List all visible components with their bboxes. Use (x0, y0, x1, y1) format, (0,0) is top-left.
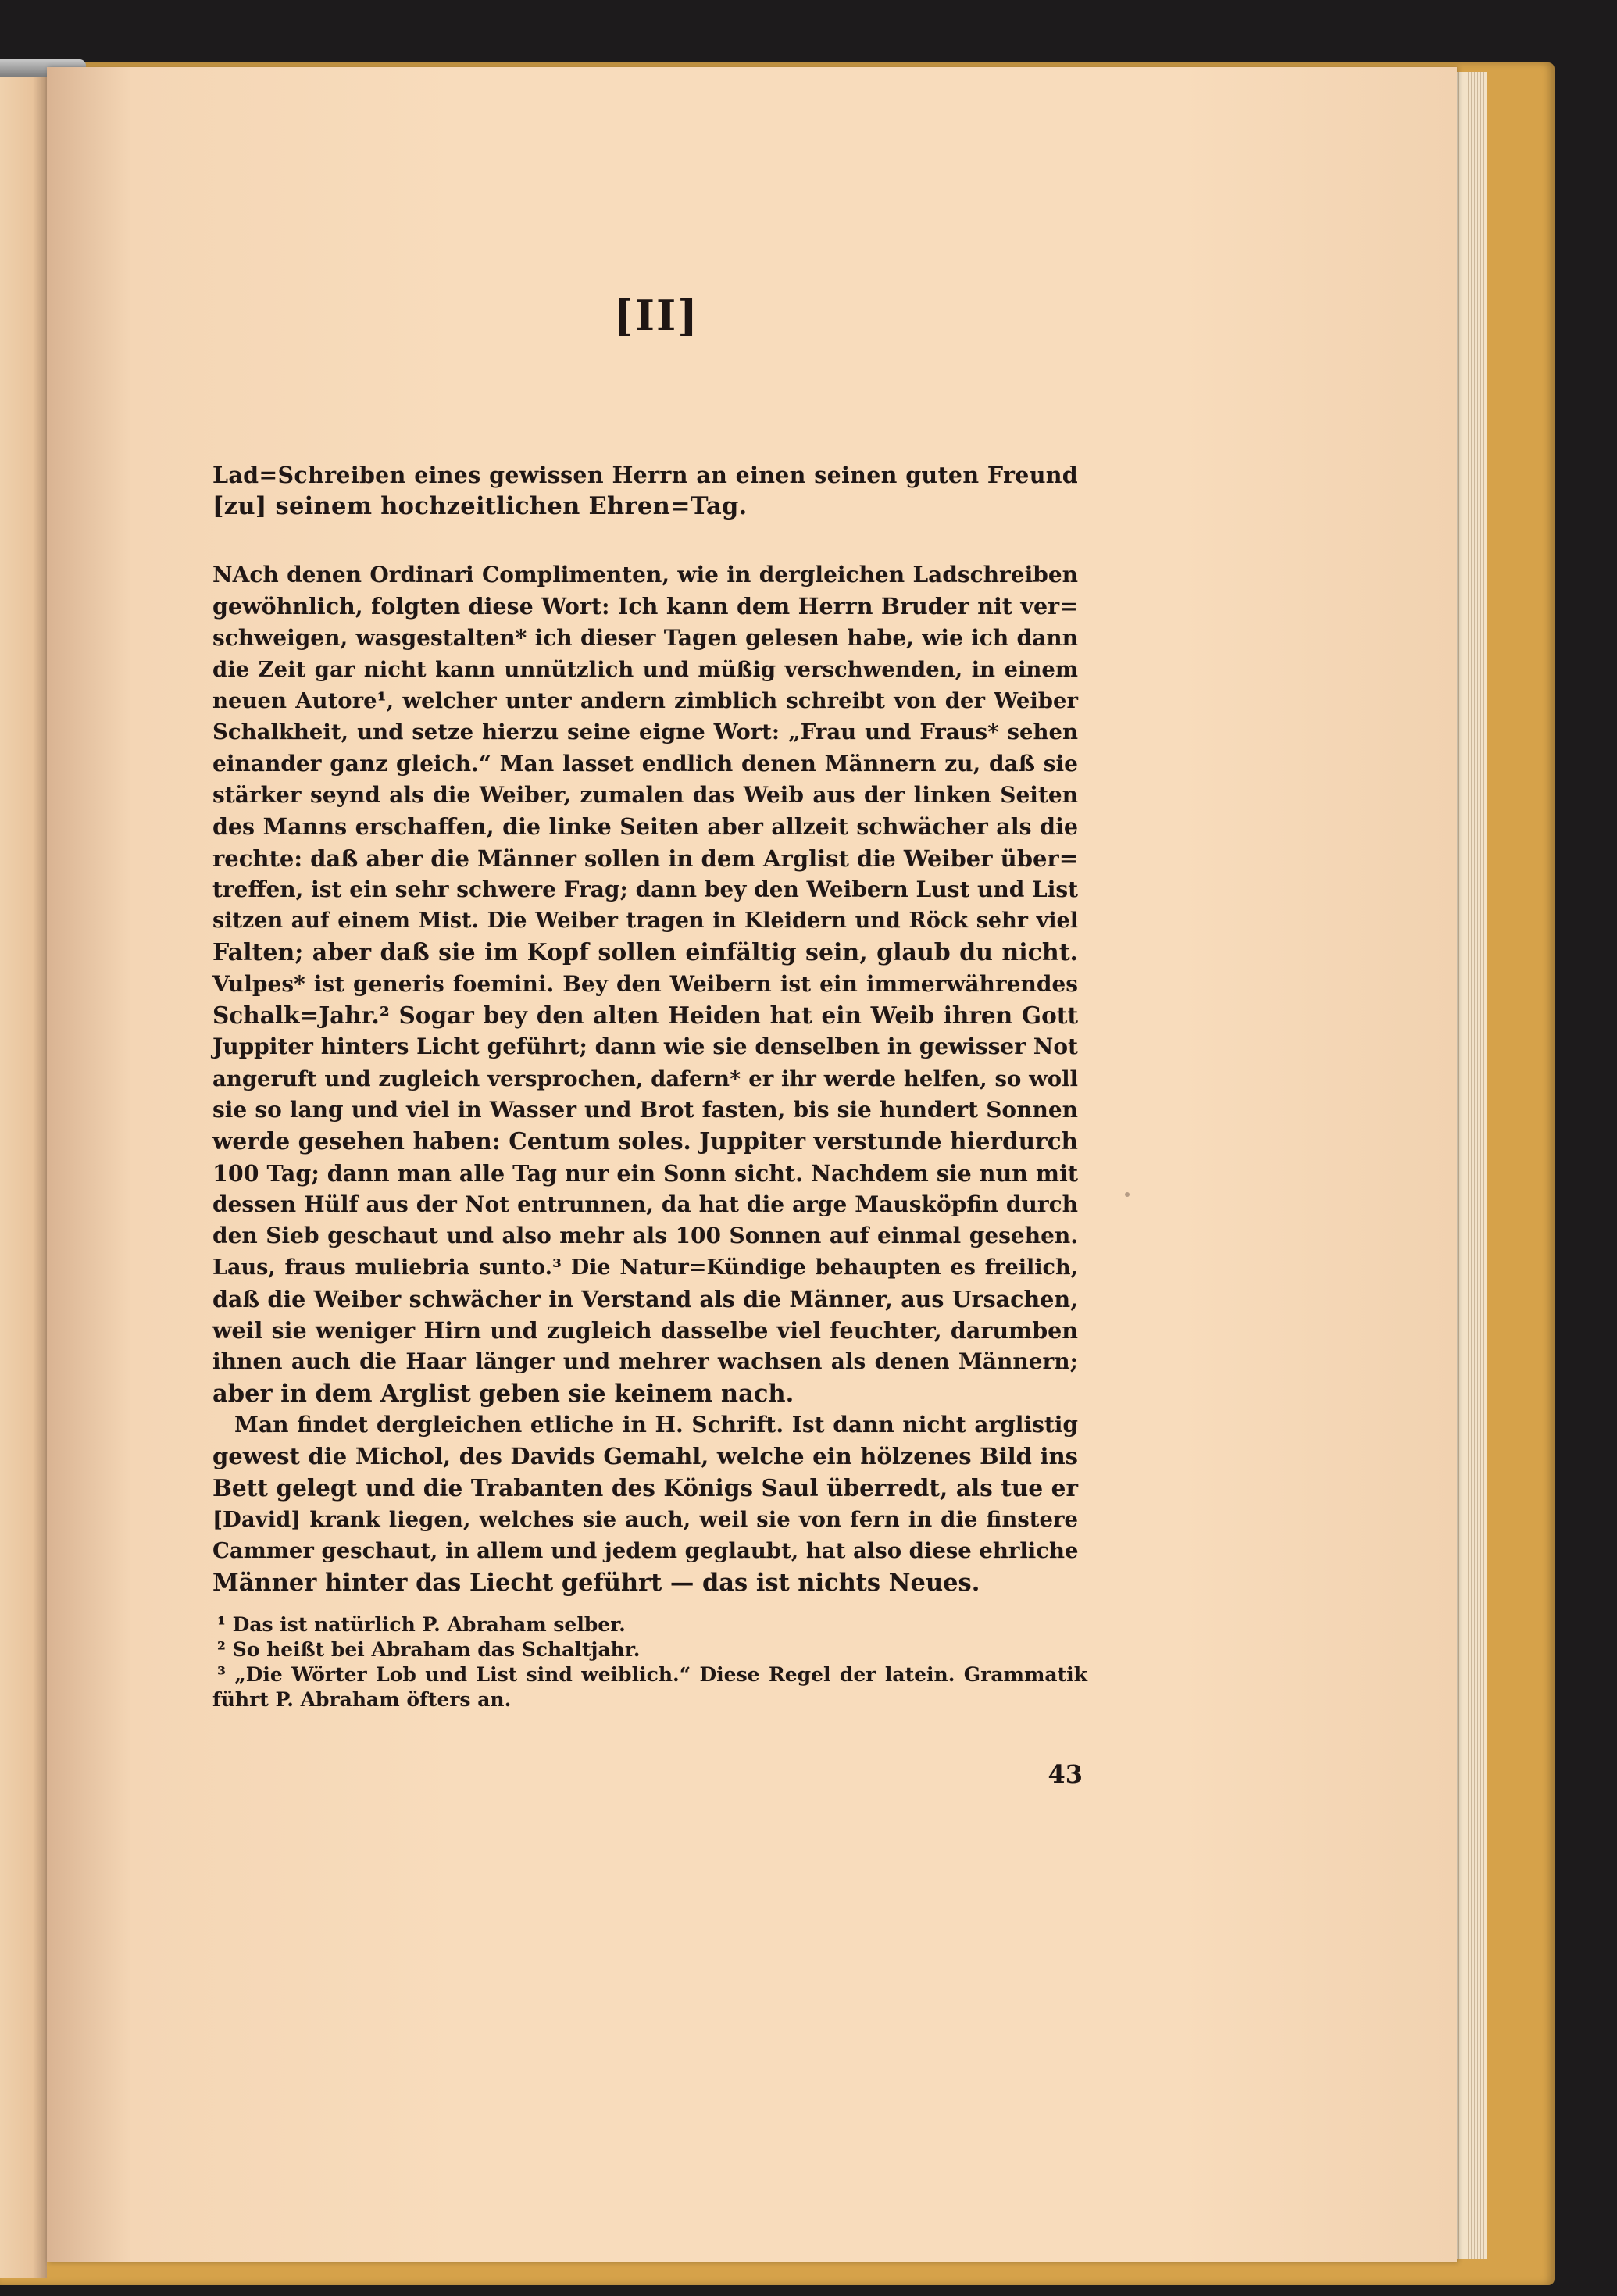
page-number: 43 (1048, 1759, 1083, 1789)
body-line: Vulpes* ist generis foemini. Bey den Weibern ist ein immerwährendes (212, 970, 1078, 997)
body-line: treffen, ist ein sehr schwere Frag; dann bey den Weibern Lust und List (212, 876, 1079, 902)
page-smudge (1125, 1192, 1130, 1197)
body-line: die Zeit gar nicht kann unnützlich und müßig verschwenden, in einem (212, 656, 1078, 682)
body-line: dessen Hülf aus der Not entrunnen, da hat die arge Mausköpfin durch (212, 1191, 1078, 1217)
body-line: Cammer geschaut, in allem und jedem geglaubt, hat also diese ehrliche (212, 1538, 1079, 1564)
letter-title-line: [zu] seinem hochzeitlichen Ehren=Tag. (212, 492, 748, 520)
body-line: Juppiter hinters Licht geführt; dann wie sie denselben in gewisser Not (212, 1034, 1078, 1060)
body-line: des Manns erschaffen, die linke Seiten aber allzeit schwächer als die (212, 813, 1078, 841)
letter-title-line: Lad=Schreiben eines gewissen Herrn an einen seinen guten Freund (212, 462, 1078, 488)
body-line: angeruft und zugleich versprochen, dafern* er ihr werde helfen, so woll (212, 1066, 1078, 1091)
footnote-3: ³ „Die Wörter Lob und List sind weiblich.“ Diese Regel der latein. Grammatik (217, 1663, 1087, 1686)
body-line: neuen Autore¹, welcher unter andern zimblich schreibt von der Weiber (212, 688, 1078, 714)
body-line: Falten; aber daß sie im Kopf sollen einfältig sein, glaub du nicht. (212, 938, 1078, 966)
body-line: den Sieb geschaut und also mehr als 100 Sonnen auf einmal gesehen. (212, 1223, 1078, 1249)
body-line: rechte: daß aber die Männer sollen in dem Arglist die Weiber über= (212, 844, 1078, 872)
body-line: einander ganz gleich.“ Man lasset endlich denen Männern zu, daß sie (212, 750, 1078, 777)
footnote-1: ¹ Das ist natürlich P. Abraham selber. (217, 1613, 626, 1636)
body-line: daß die Weiber schwächer in Verstand als die Männer, aus Ursachen, (212, 1285, 1078, 1312)
footnotes (212, 1612, 1087, 1712)
body-line: Männer hinter das Liecht geführt — das ist nichts Neues. (212, 1568, 980, 1597)
body-line: 100 Tag; dann man alle Tag nur ein Sonn sicht. Nachdem sie nun mit (212, 1159, 1078, 1187)
body-line: sie so lang und viel in Wasser und Brot fasten, bis sie hundert Sonnen (212, 1097, 1078, 1123)
body-line: [David] krank liegen, welches sie auch, weil sie von fern in die finstere (212, 1506, 1078, 1532)
body-line: Laus, fraus muliebria sunto.³ Die Natur=Kündige behaupten es freilich, (212, 1255, 1078, 1280)
letter-text (212, 459, 1078, 1598)
body-line: gewöhnlich, folgten diese Wort: Ich kann dem Herrn Bruder nit ver= (212, 593, 1078, 620)
body-line: gewest die Michol, des Davids Gemahl, welche ein hölzenes Bild ins (212, 1443, 1078, 1470)
footnote-3-continuation: führt P. Abraham öfters an. (212, 1688, 512, 1711)
body-line: NAch denen Ordinari Complimenten, wie in dergleichen Ladschreiben (212, 562, 1078, 587)
body-line: Schalk=Jahr.² Sogar bey den alten Heiden hat ein Weib ihren Gott (212, 1002, 1078, 1030)
body-line: stärker seynd als die Weiber, zumalen das Weib aus der linken Seiten (212, 782, 1078, 809)
title-gap (212, 522, 1078, 559)
footnote-2: ² So heißt bei Abraham das Schaltjahr. (217, 1638, 641, 1661)
body-line: Bett gelegt und die Trabanten des Königs Saul überredt, als tue er (212, 1473, 1078, 1502)
left-page-edge (0, 67, 47, 2278)
body-line: Man findet dergleichen etliche in H. Schrift. Ist dann nicht arglistig (234, 1412, 1078, 1438)
section-heading: [II] (613, 291, 699, 341)
body-line: ihnen auch die Haar länger und mehrer wachsen als denen Männern; (212, 1348, 1078, 1375)
body-line: werde gesehen haben: Centum soles. Juppiter verstunde hierdurch (212, 1127, 1078, 1155)
body-line: aber in dem Arglist geben sie keinem nach. (212, 1379, 794, 1408)
body-line: Schalkheit, und setze hierzu seine eigne Wort: „Frau und Fraus* sehen (212, 720, 1078, 745)
body-line: schweigen, wasgestalten* ich dieser Tagen gelesen habe, wie ich dann (212, 624, 1078, 651)
body-line: sitzen auf einem Mist. Die Weiber tragen in Kleidern und Röck sehr viel (212, 909, 1078, 934)
page-stack-edges (1453, 72, 1487, 2259)
body-line: weil sie weniger Hirn und zugleich dasselbe viel feuchter, darumben (212, 1317, 1078, 1344)
